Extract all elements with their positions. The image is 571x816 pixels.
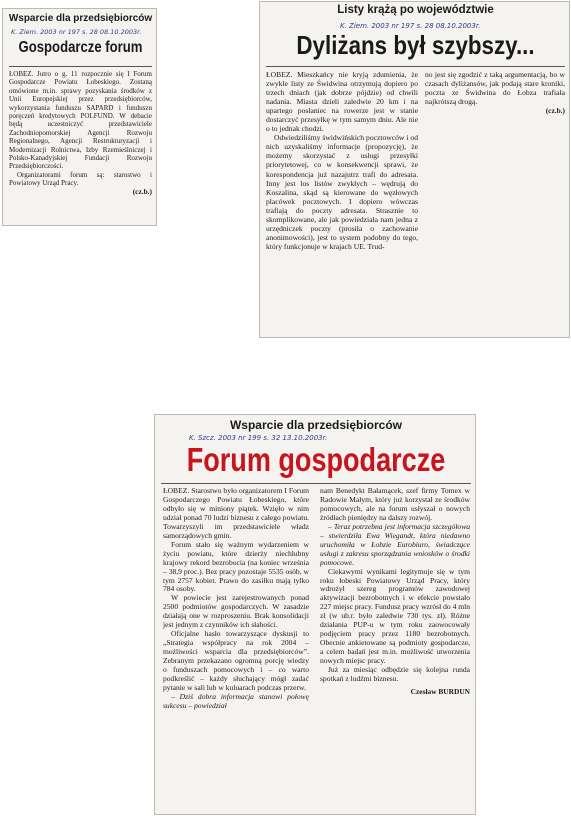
clip1-rule <box>9 66 152 67</box>
clip2-paragraph: Odwiedziliśmy świdwińskich pocztowców i od nich uzyskaliśmy informacje (propozycję), że możemy skorzystać z usługi przesyłki priorytetowej, co w konsekwencji sprawi, że korespondencja już nazajutrz trafi do adresata. Inny jest los listów zwykłych – wędrują do Koszalina, skąd są kierowane do węzłowych placówek pocztowych. I dopiero wówczas trafiają do poczty adresata. Strasznie to skomplikowane, ale jak powiedziała nam jedna z urzędniczek poczty (prosiła o zachowanie anonimowości), jest to system podobny do tego, który funkcjonuje w krajach UE. Trud- <box>266 133 418 251</box>
clip1-paragraph: Organizatorami forum są: starostwo i Powiatowy Urząd Pracy. <box>9 170 152 188</box>
clip3-paragraph: – Dziś dobra informacja stanowi połowę sukcesu – powiedział <box>163 691 309 710</box>
clipping-forum-gospodarcze <box>154 414 476 815</box>
clip2-column-1 <box>266 70 418 251</box>
clip1-paragraph: ŁOBEZ. Jutro o g. 11 rozpocznie się I Forum Gospodarcze Powiatu Łobeskiego. Zostaną omówione m.in. sprawy pozyskania środków z Unii Europejskiej przez przedsiębiorców, wykorzystania funduszu SAPARD i funduszu poręczeń kredytowych POLFUND. W debacie będą uczestniczyć przedstawiciele Zachodniopomorskiej Agencji Rozwoju Regionalnego, Agencji Restrukturyzacji i Modernizacji Rolnictwa, Izby Rzemieślniczej i Polsko-Kanadyjskiej Fundacji Rozwoju Przedsiębiorczości. <box>9 70 152 171</box>
clip1-signature: (cz.b.) <box>132 186 152 196</box>
clip2-kicker: Listy krążą po województwie <box>337 4 494 16</box>
clipping-dylizans <box>259 1 570 338</box>
clip1-body <box>9 70 152 196</box>
clip3-paragraph: nam Benedykt Bałamącek, szef firmy Tomex w Radowie Małym, który już korzystał ze środków pomocowych, ale na forum usłyszał o nowych źródłach pieniędzy na dalszy rozwój. <box>320 486 470 522</box>
clip3-paragraph: Oficjalne hasło towarzyszące dyskusji to „Strategia współpracy na rok 2004 – możliwości wsparcia dla przedsiębiorców”. Zebranym przekazano ogromną porcję wiedzy o funduszach pomocowych i – co warto podkreślić – każdy słuchający mógł zadać pytanie w sali lub w kuluarach podczas przerw. <box>163 629 309 692</box>
clip2-handwritten-note: K. Ziem. 2003 nr 197 s. 28 08.10.2003r. <box>340 22 481 30</box>
clip3-paragraph: Ciekawymi wynikami legitymuje się w tym roku łobeski Powiatowy Urząd Pracy, który wdrożył szereg programów zawodowej aktywizacji bezrobotnych i w efekcie powstało 227 miejsc pracy. Fundusz pracy wzrósł do 4 mln zł (w ub.r. było zaledwie 730 tys. zł). Różne działania PUP-u w tym roku zaowocowały podjęciem pracy przez 1180 bezrobotnych. Obecnie ankietowane są podmioty gospodarcze, a celem badań jest m.in. możliwość utworzenia nowych miejsc pracy. <box>320 566 470 666</box>
clip3-paragraph: W powiecie jest zarejestrowanych ponad 2500 podmiotów gospodarczych. W zasadzie działają one w rozproszeniu. Brak konsolidacji jest jednym z czynników ich słabości. <box>163 593 309 630</box>
clip1-handwritten-note: K. Ziem. 2003 nr 197 s. 28 08.10.2003r. <box>11 28 142 36</box>
clip3-handwritten-note: K. Szcz. 2003 nr 199 s. 32 13.10.2003r. <box>189 434 328 442</box>
clip3-headline: Forum gospodarcze <box>186 441 446 478</box>
clip3-paragraph: – Teraz potrzebna jest informacja szczegółowa – stwierdziła Ewa Wiegandt, która niedawno uruchomiła w Łobzie Eurobiuro, świadczące usługi z zakresu sporządzania wniosków o środki pomocowe. <box>320 521 470 567</box>
clip3-paragraph: Już za miesiąc odbędzie się kolejna runda spotkań z ludźmi biznesu. <box>320 665 470 684</box>
clipping-gospodarcze-forum <box>2 8 157 226</box>
clip2-rule <box>266 66 565 67</box>
clip2-headline: Dyliżans był szybszy... <box>296 30 535 60</box>
clip3-column-1 <box>163 487 309 711</box>
clip2-column-2 <box>425 70 565 115</box>
clip2-signature: (cz.b.) <box>545 106 565 116</box>
clip3-signature: Czesław BURDUN <box>410 686 470 696</box>
clip2-paragraph: ŁOBEZ. Mieszkańcy nie kryją zdumienia, że zwykle listy ze Świdwina otrzymują dopiero po trzech dniach (jak dobrze pójdzie) od chwili nadania. Miasta dzieli zaledwie 20 km i na upartego posłaniec na rowerze jest w stanie dostarczyć przesyłkę w tym samym dniu. Ale nie o to jednak chodzi. <box>266 70 418 134</box>
clip3-paragraph: ŁOBEZ. Starostwo było organizatorem I Forum Gospodarczego Powiatu Łobeskiego, które odbyło się w miniony piątek. Wzięło w nim udział ponad 70 ludzi biznesu z całego powiatu. Towarzyszyli im przedstawiciele władz samorządowych gmin. <box>163 486 309 540</box>
clip1-kicker: Wsparcie dla przedsiębiorców <box>8 13 153 24</box>
clip3-paragraph: Forum stało się ważnym wydarzeniem w życiu powiatu, które dzierży niechlubny krajowy rekord bezrobocia (na koniec września – 38,9 proc.). Bez pracy pozostaje 5535 osób, w tym 2757 kobiet. Prawo do zasiłku mają tylko 784 osoby. <box>163 539 309 594</box>
clip2-paragraph: no jest się zgodzić z taką argumentacją, bo w czasach dyliżansów, jak podają stare kroniki, poczta ze Świdwina do Łobza trafiała najkrótszą drogą. <box>425 70 565 107</box>
clip3-rule <box>161 483 471 484</box>
clip3-column-2 <box>320 487 470 697</box>
clip1-headline: Gospodarcze forum <box>18 39 143 56</box>
clip3-kicker: Wsparcie dla przedsiębiorców <box>229 418 403 432</box>
